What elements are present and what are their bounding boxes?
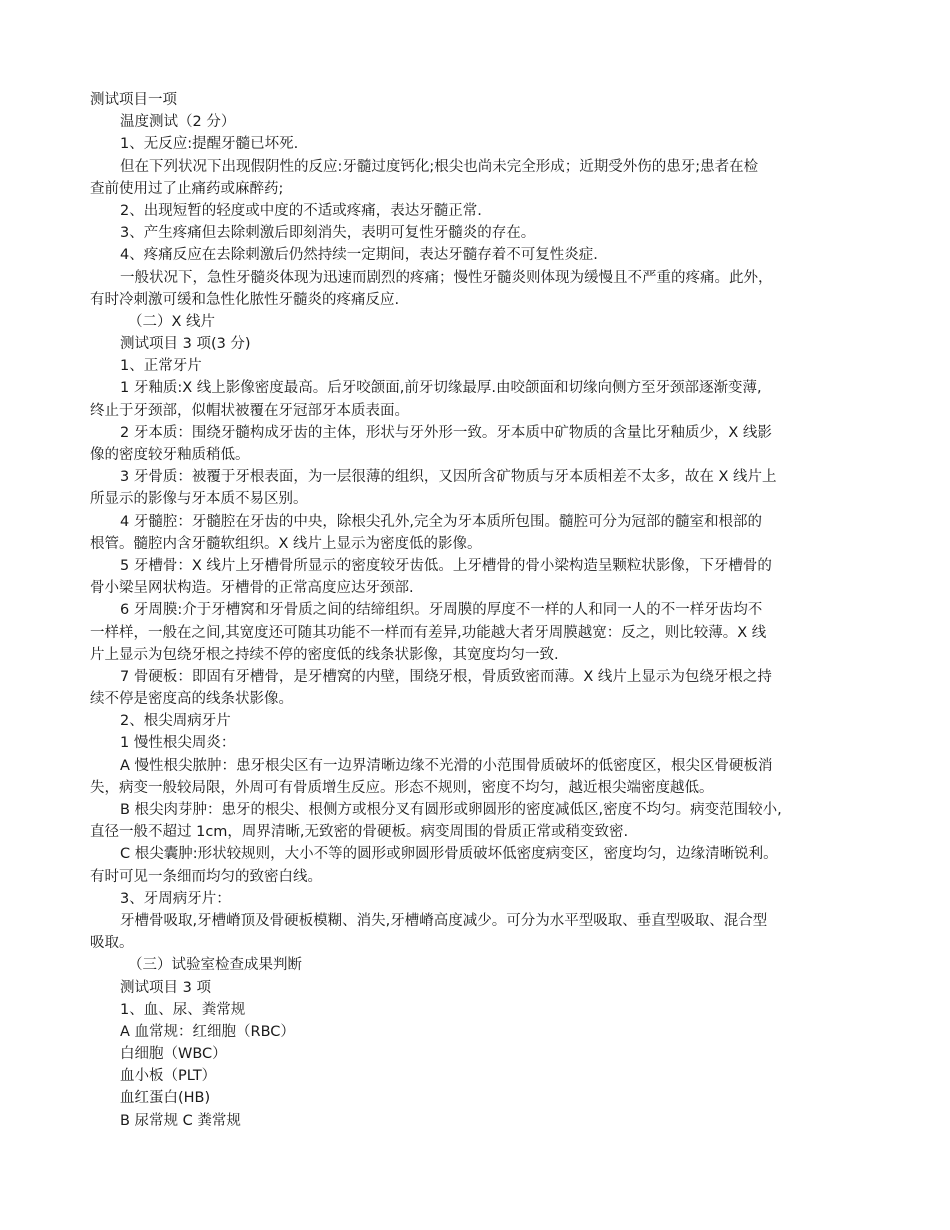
text-line: 5 牙槽骨：X 线片上牙槽骨所显示的密度较牙齿低。上牙槽骨的骨小梁构造呈颗粒状影像，下牙槽骨的 xyxy=(120,557,772,574)
text-line: 温度测试（2 分） xyxy=(120,114,236,131)
text-line: 像的密度较牙釉质稍低。 xyxy=(90,447,250,463)
text-line: 有时可见一条细而均匀的致密白线。 xyxy=(90,868,322,885)
text-line: 4 牙髓腔：牙髓腔在牙齿的中央，除根尖孔外,完全为牙本质所包围。髓腔可分为冠部的髓室和根部的 xyxy=(120,513,762,530)
text-line: 测试项目 3 项(3 分) xyxy=(120,336,251,353)
text-line: （三）试验室检查成果判断 xyxy=(128,957,302,974)
text-line: 4、疼痛反应在去除刺激后仍然持续一定期间，表达牙髓存着不可复性炎症. xyxy=(120,247,598,264)
text-line: 片上显示为包绕牙根之持续不停的密度低的线条状影像，其宽度均匀一致. xyxy=(90,646,559,663)
text-line: 1 牙釉质:X 线上影像密度最高。后牙咬颌面,前牙切缘最厚.由咬颌面和切缘向侧方至牙颈部逐渐变薄, xyxy=(120,380,762,397)
text-line: 1 慢性根尖周炎： xyxy=(120,735,236,752)
text-line: B 根尖肉芽肿：患牙的根尖、根侧方或根分叉有圆形或卵圆形的密度减低区,密度不均匀。病变范围较小, xyxy=(120,802,782,818)
text-line: 一样样，一般在之间,其宽度还可随其功能不一样而有差异,功能越大者牙周膜越宽：反之，则比较薄。X 线 xyxy=(90,624,767,641)
text-line: （二）X 线片 xyxy=(128,313,216,330)
text-line: 1、无反应:提醒牙髓已坏死. xyxy=(120,136,299,153)
text-line: 牙槽骨吸取,牙槽嵴顶及骨硬板模糊、消失,牙槽嵴高度减少。可分为水平型吸取、垂直型吸取、混合型 xyxy=(120,912,768,929)
text-line: 终止于牙颈部，似帽状被覆在牙冠部牙本质表面。 xyxy=(90,402,409,419)
text-line: 但在下列状况下出现假阴性的反应:牙髓过度钙化;根尖也尚未完全形成；近期受外伤的患牙;患者在检 xyxy=(120,158,759,175)
text-line: 一般状况下，急性牙髓炎体现为迅速而剧烈的疼痛；慢性牙髓炎则体现为缓慢且不严重的疼痛。此外， xyxy=(120,269,773,286)
text-line: 有时冷刺激可缓和急性化脓性牙髓炎的疼痛反应. xyxy=(90,291,400,308)
text-line: 直径一般不超过 1cm，周界清晰,无致密的骨硬板。病变周围的骨质正常或稍变致密. xyxy=(90,824,629,841)
document-body xyxy=(90,89,860,1132)
text-line: 2、出现短暂的轻度或中度的不适或疼痛，表达牙髓正常. xyxy=(120,202,482,219)
text-line: 3、牙周病牙片： xyxy=(120,890,231,907)
text-line: 2、根尖周病牙片 xyxy=(120,713,231,730)
text-line: 测试项目 3 项 xyxy=(120,979,211,996)
text-line: 续不停是密度高的线条状影像。 xyxy=(90,691,293,708)
text-line: 所显示的影像与牙本质不易区别。 xyxy=(90,491,308,508)
text-line: 2 牙本质：围绕牙髓构成牙齿的主体，形状与牙外形一致。牙本质中矿物质的含量比牙釉质少，X 线影 xyxy=(120,424,772,441)
text-line: C 根尖囊肿:形状较规则，大小不等的圆形或卵圆形骨质破坏低密度病变区，密度均匀，边缘清晰锐利。 xyxy=(120,846,778,863)
text-line: 查前使用过了止痛药或麻醉药; xyxy=(90,180,284,197)
text-line: 吸取。 xyxy=(90,935,134,952)
text-line: 1、正常牙片 xyxy=(120,358,202,375)
text-line: 根管。髓腔内含牙髓软组织。X 线片上显示为密度低的影像。 xyxy=(90,535,482,552)
text-line: B 尿常规 C 粪常规 xyxy=(120,1112,241,1129)
text-line: 血小板（PLT） xyxy=(120,1068,217,1085)
text-line: 骨小梁呈网状构造。牙槽骨的正常高度应达牙颈部. xyxy=(90,580,414,597)
text-line: A 慢性根尖脓肿：患牙根尖区有一边界清晰边缘不光滑的小范围骨质破坏的低密度区，根尖区骨硬板消 xyxy=(120,757,773,774)
text-line: 3、产生疼痛但去除刺激后即刻消失，表明可复性牙髓炎的存在。 xyxy=(120,225,536,242)
text-line: 失，病变一般较局限，外周可有骨质增生反应。形态不规则，密度不均匀，越近根尖端密度越低。 xyxy=(90,779,714,796)
text-line: 白细胞（WBC） xyxy=(120,1046,227,1063)
text-line: 7 骨硬板：即固有牙槽骨，是牙槽窝的内壁，围绕牙根，骨质致密而薄。X 线片上显示为包绕牙根之持 xyxy=(120,668,772,685)
text-line: 6 牙周膜:介于牙槽窝和牙骨质之间的结缔组织。牙周膜的厚度不一样的人和同一人的不一样牙齿均不 xyxy=(120,602,763,619)
text-line: 血红蛋白(HB) xyxy=(120,1090,211,1107)
text-line: 1、血、尿、粪常规 xyxy=(120,1001,246,1018)
text-line: A 血常规：红细胞（RBC） xyxy=(120,1023,295,1040)
text-line: 测试项目一项 xyxy=(90,92,177,108)
text-line: 3 牙骨质：被覆于牙根表面，为一层很薄的组织，又因所含矿物质与牙本质相差不太多，故在 X 线片上 xyxy=(120,469,777,486)
